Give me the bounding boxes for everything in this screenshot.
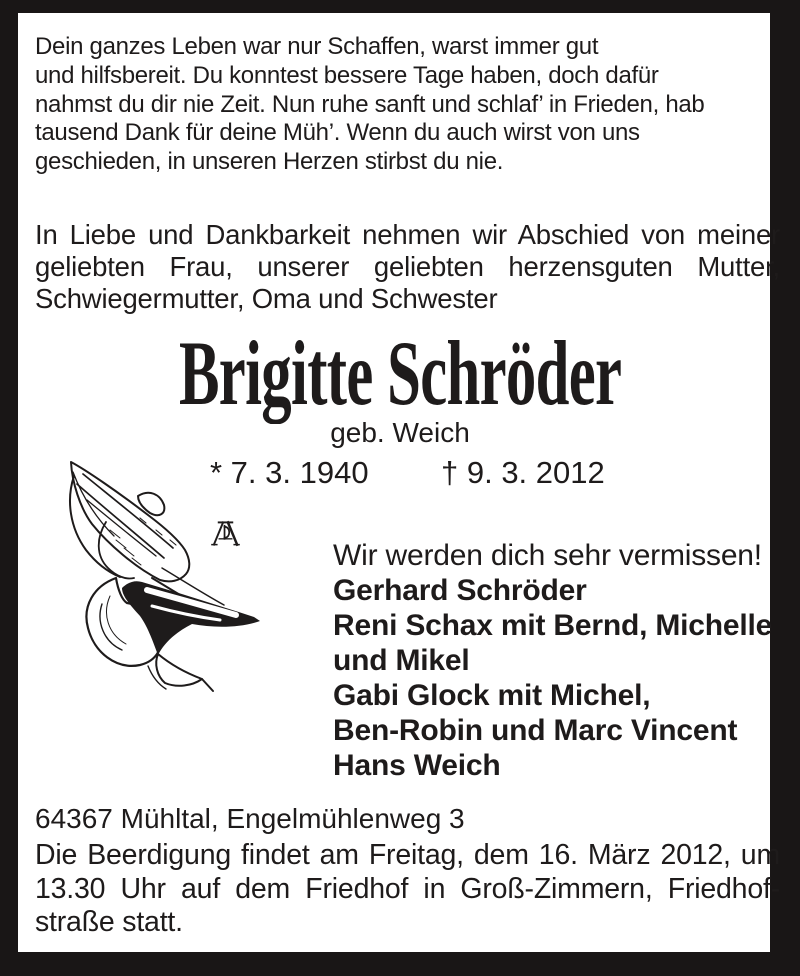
verse-line: geschieden, in unseren Herzen stirbst du nie. [35, 148, 504, 176]
farewell-line: Schwiegermutter, Oma und Schwester [35, 283, 498, 314]
mourner-name: Ben-Robin und Marc Vincent [333, 714, 738, 747]
tribute-line: Wir werden dich sehr vermissen! [333, 539, 762, 572]
funeral-line: Die Beerdigung findet am Freitag, dem 16. März 2012, um [35, 839, 780, 871]
deceased-name [0, 322, 800, 424]
farewell-line: geliebten Frau, unserer geliebten herzensguten Mutter, [35, 251, 780, 282]
praying-hands-illustration [52, 456, 270, 698]
mourners-list [333, 538, 772, 783]
verse-line: und hilfsbereit. Du konntest bessere Tage haben, doch dafür [35, 61, 659, 89]
mourner-name: Gerhard Schröder [333, 574, 587, 607]
opening-verse [35, 33, 783, 177]
birth-date: * 7. 3. 1940 [210, 455, 369, 490]
verse-line: tausend Dank für deine Müh’. Wenn du auch wirst von uns [35, 119, 640, 147]
verse-line: Dein ganzes Leben war nur Schaffen, warst immer gut [35, 33, 599, 60]
death-date: † 9. 3. 2012 [441, 455, 605, 490]
funeral-line: 13.30 Uhr auf dem Friedhof in Groß-Zimmern, Friedhof- [35, 872, 780, 905]
farewell-paragraph [35, 219, 780, 315]
address-line: 64367 Mühltal, Engelmühlenweg 3 [35, 803, 465, 834]
mourner-name: und Mikel [333, 644, 470, 677]
duerer-ad-monogram-icon [211, 519, 240, 549]
deceased-name-text: Brigitte Schröder [178, 322, 622, 424]
mourner-name: Reni Schax mit Bernd, Michelle [333, 609, 773, 642]
mourner-name: Gabi Glock mit Michel, [333, 679, 651, 712]
maiden-name: geb. Weich [330, 417, 470, 448]
funeral-line: straße statt. [35, 906, 183, 938]
funeral-info [35, 839, 780, 940]
mourner-name: Hans Weich [333, 749, 501, 782]
farewell-line: In Liebe und Dankbarkeit nehmen wir Abschied von meiner [35, 219, 780, 250]
verse-line: nahmst du dir nie Zeit. Nun ruhe sanft und schlaf’ in Frieden, hab [35, 90, 705, 118]
